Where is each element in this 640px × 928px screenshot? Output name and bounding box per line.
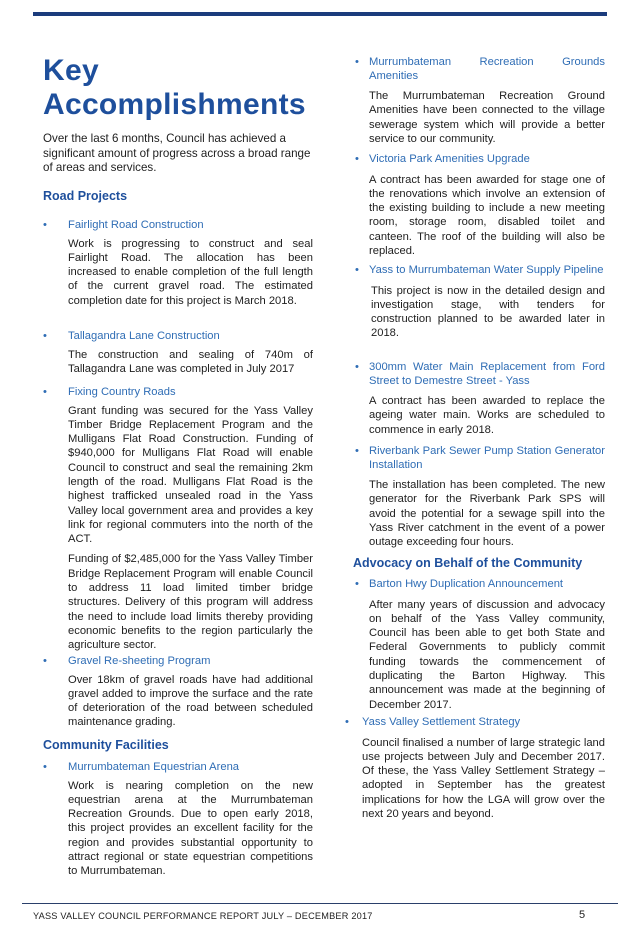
bullet-icon: • [345,716,349,728]
bullet-icon: • [43,655,47,667]
item-water-main-replacement [355,361,605,437]
item-barton-hwy-duplication [355,578,605,712]
item-body: The installation has been completed. The new generator for the Riverbank Park SPS will avoid the potential for a sewage spill into the Yass River catchment in the event of a power outage exceeding four hours. [369,479,605,549]
item-body: Funding of $2,485,000 for the Yass Valley Timber Bridge Replacement Program will enable Council to address 11 load limited timber bridge structures. Delivery of this program will address the need to include load limits thereby providing economic benefits to the region particularly the agriculture sector. [68,553,313,652]
item-fairlight-road [43,219,313,308]
page-title: Key Accomplishments [43,54,306,121]
item-body: This project is now in the detailed design and investigation stage, with tenders for construction planned to be awarded later in 2018. [371,284,605,340]
bullet-icon: • [43,761,47,773]
bullet-icon: • [43,386,47,398]
item-settlement-strategy [345,716,605,821]
item-body: A contract has been awarded for stage one of the renovations which involve an extension of the existing building to include a new meeting room, storage room, disabled toilet and canteen. The roof of the building will also be replaced. [369,173,605,257]
item-fixing-country-roads [43,386,313,653]
item-equestrian-arena [43,761,313,879]
item-title: Barton Hwy Duplication Announcement [369,578,564,590]
section-heading-advocacy: Advocacy on Behalf of the Community [353,556,583,570]
section-heading-community-facilities: Community Facilities [43,738,169,752]
item-water-supply-pipeline [355,264,605,341]
item-gravel-resheeting [43,655,313,730]
item-title: Fairlight Road Construction [68,219,204,231]
item-recreation-grounds-amenities [355,56,605,146]
bullet-icon: • [43,330,47,342]
bullet-icon: • [355,264,359,276]
bullet-icon: • [355,445,359,457]
bullet-icon: • [43,219,47,231]
item-title: Murrumbateman Equestrian Arena [68,761,240,773]
item-title: Yass to Murrumbateman Water Supply Pipeline [369,264,604,276]
page-number: 5 [579,909,586,921]
intro-paragraph: Over the last 6 months, Council has achieved a significant amount of progress across a broad range of areas and services. [43,132,311,175]
item-body: The Murrumbateman Recreation Ground Amenities have been connected to the village sewerage system which will provide a better service to our community. [369,90,605,145]
item-body: Over 18km of gravel roads have had additional gravel added to improve the surface and the rate of deterioration of the road between scheduled maintenance grading. [68,673,313,729]
item-title: Yass Valley Settlement Strategy [362,716,521,728]
item-body: After many years of discussion and advocacy on behalf of the Yass Valley community, Council has been able to get both State and Federal Governments to publicly commit funding towards the commencement of duplicating the Barton Highway. This announcement was made at the beginning of December 2017. [369,598,605,711]
item-body: Grant funding was secured for the Yass Valley Timber Bridge Replacement Program and the Mulligans Flat Road Construction. Funding of $940,000 for Mulligans Flat Road will enable Council to construct and seal the remaining 2km length of the road. Mulligans Flat Road is the highest trafficked unsealed road in the Yass Valley local government area and provides a key link for regional commuters into the north of the ACT. [68,404,313,546]
footer-rule [22,903,618,904]
footer-text: YASS VALLEY COUNCIL PERFORMANCE REPORT JULY – DECEMBER 2017 [33,911,373,921]
item-pump-station-generator [355,445,605,549]
item-victoria-park-amenities [355,153,605,258]
bullet-icon: • [355,578,359,590]
bullet-icon: • [355,153,359,165]
top-rule [33,12,607,16]
item-title: Victoria Park Amenities Upgrade [369,153,530,165]
item-body: Council finalised a number of large strategic land use projects between July and December 2017. Of these, the Yass Valley Settlement Strategy – adopted in September has the greatest implications for how the LGA will grow over the next 20 years and beyond. [362,736,605,820]
item-title: 300mm Water Main Replacement from Ford Street to Demestre Street - Yass [369,361,605,387]
item-body: Work is progressing to construct and seal Fairlight Road. The allocation has been increased to enable completion of the full length of the current gravel road. The estimated completion date for this project is March 2018. [68,237,313,307]
item-title: Tallagandra Lane Construction [68,330,220,342]
item-tallagandra-lane [43,330,313,376]
section-heading-road-projects: Road Projects [43,189,128,203]
item-title: Murrumbateman Recreation Grounds Amenities [369,56,605,82]
item-body: A contract has been awarded to replace the ageing water main. Works are scheduled to commence in early 2018. [369,395,605,436]
item-title: Fixing Country Roads [68,386,176,398]
item-body: The construction and sealing of 740m of Tallagandra Lane was completed in July 2017 [68,348,313,375]
bullet-icon: • [355,56,359,68]
bullet-icon: • [355,361,359,373]
item-title: Riverbank Park Sewer Pump Station Generator Installation [369,445,605,471]
item-title: Gravel Re-sheeting Program [68,655,211,667]
item-body: Work is nearing completion on the new equestrian arena at the Murrumbateman Recreation Grounds. Due to open early 2018, this project provides an excellent facility for the region and provides substantial opportunity to attract regional or state equestrian competitions to Murrumbateman. [68,779,313,878]
